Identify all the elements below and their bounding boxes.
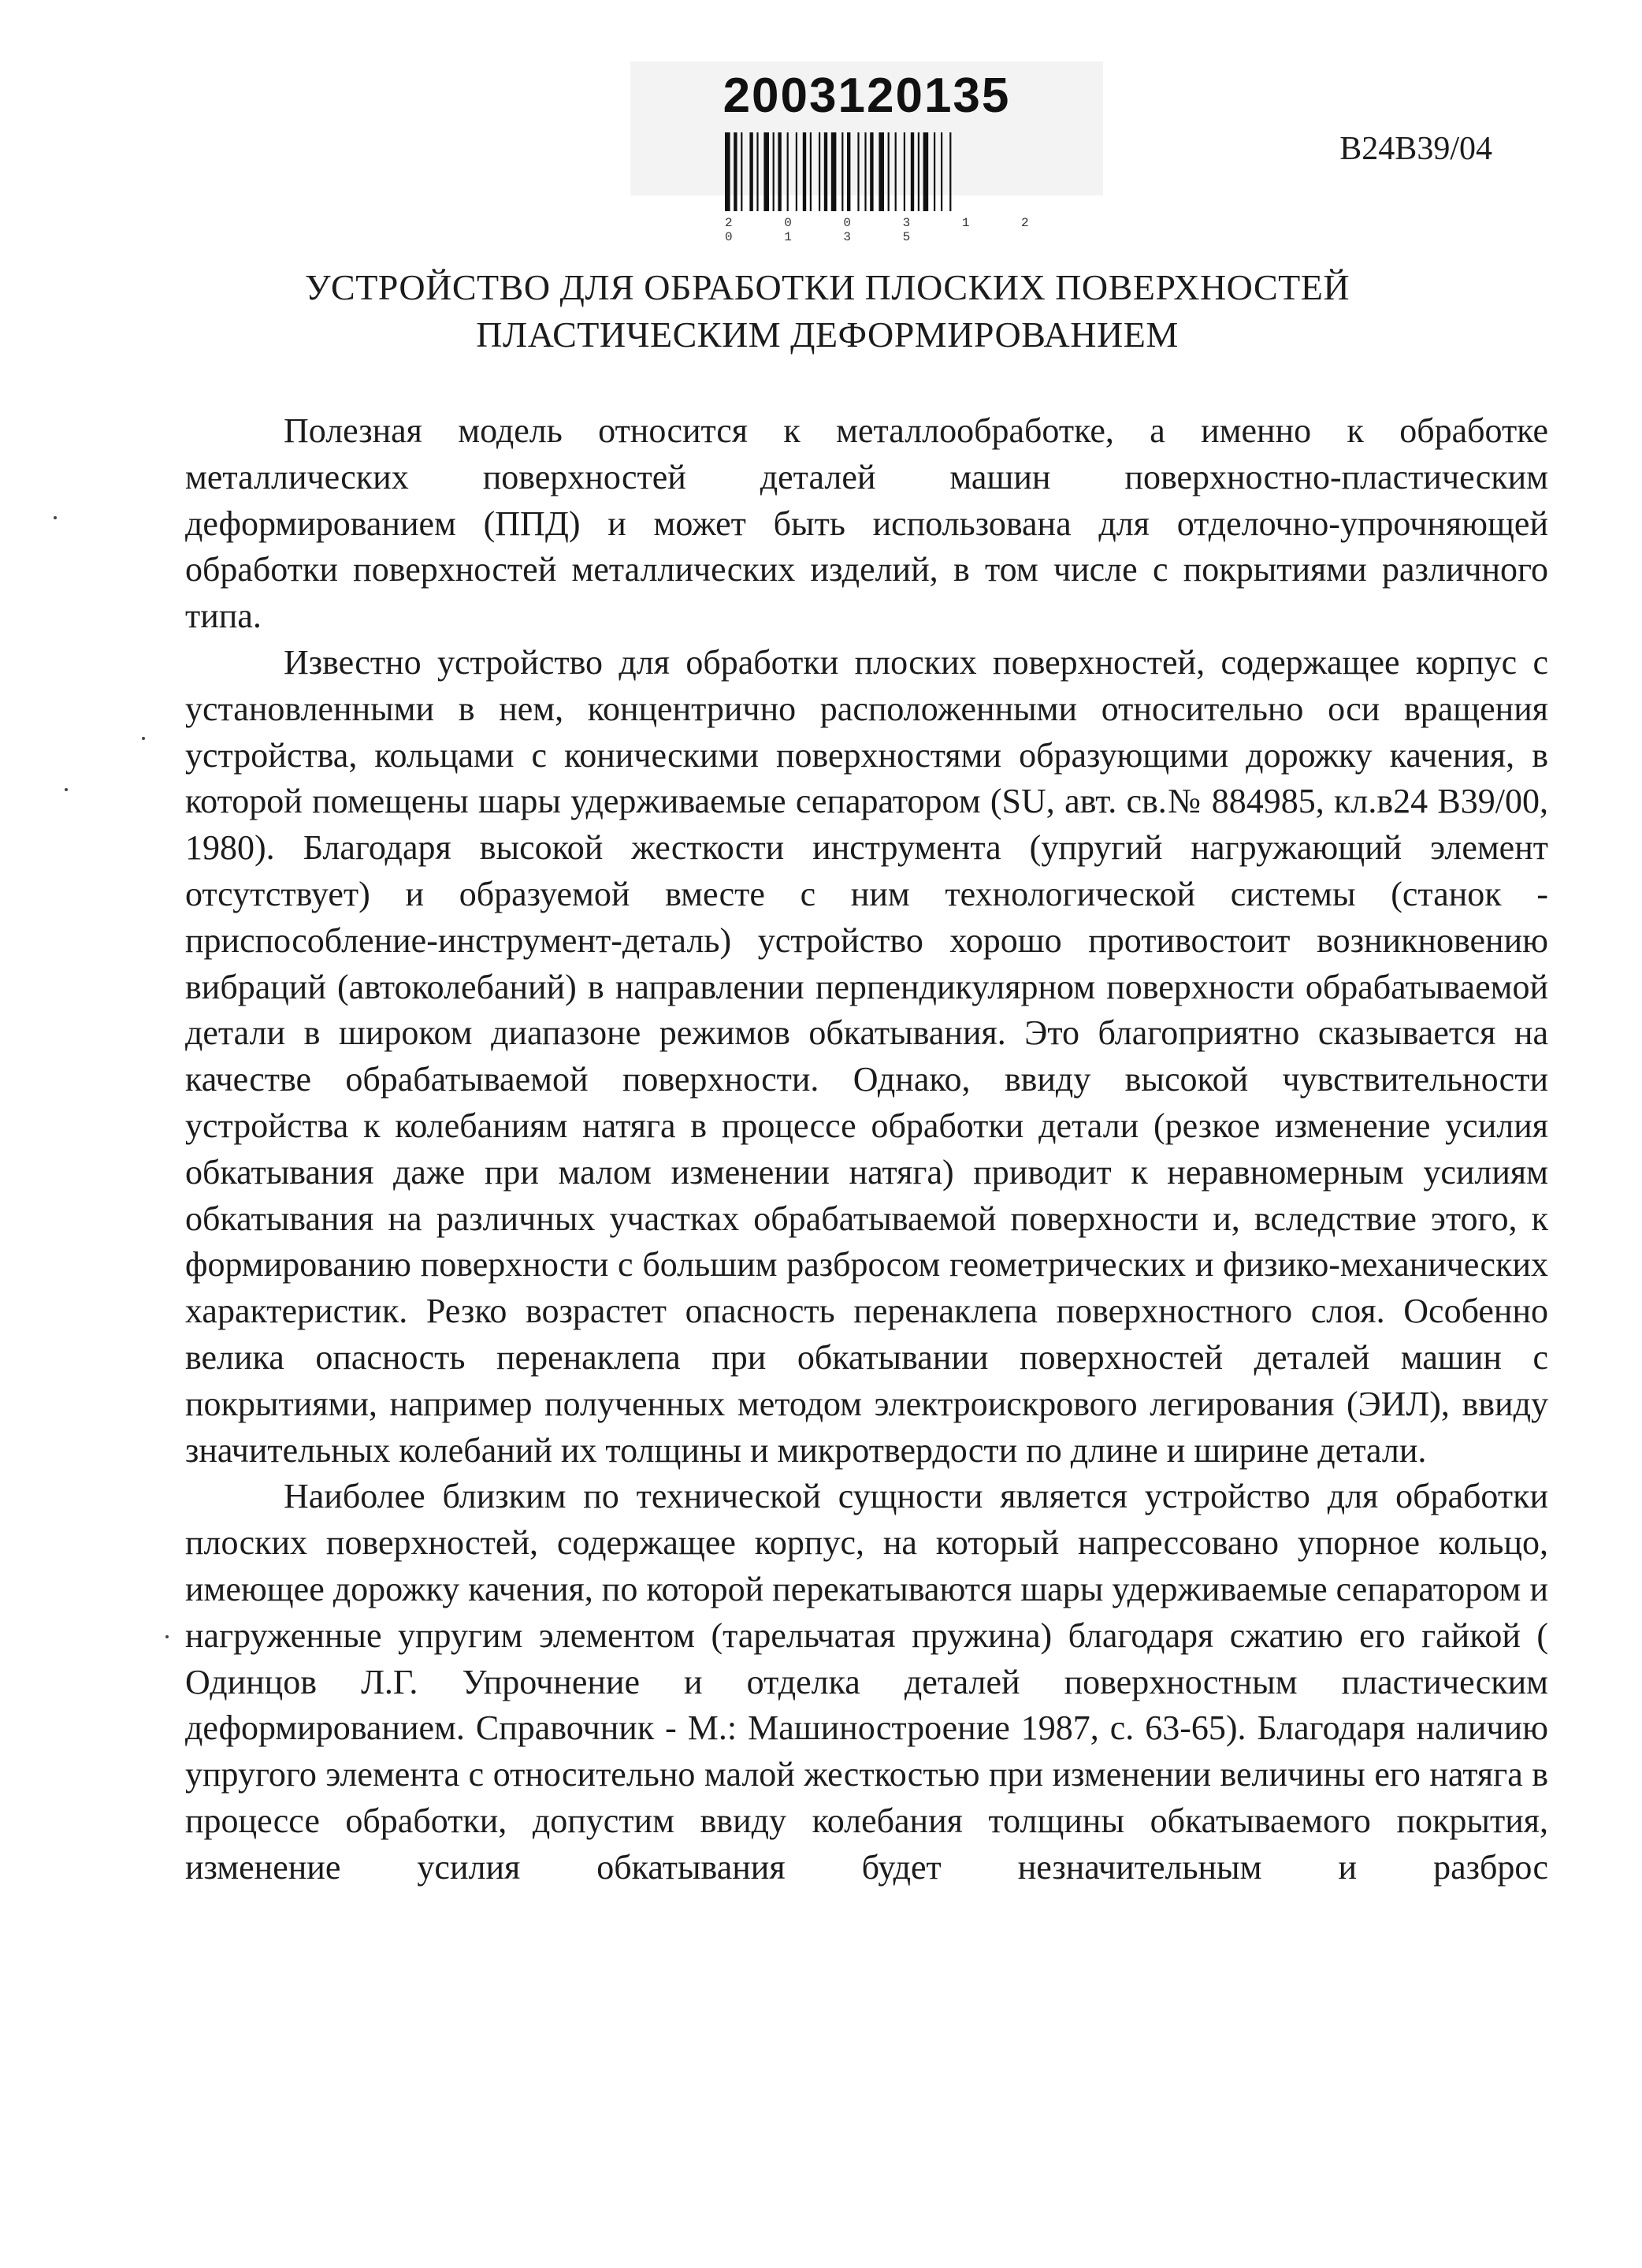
barcode-bar	[824, 132, 827, 211]
barcode-bar	[796, 132, 797, 211]
scan-speck	[142, 737, 145, 740]
barcode-bar	[857, 132, 859, 211]
barcode-number: 2003120135	[723, 69, 1011, 123]
barcode-bar	[803, 132, 806, 211]
barcode-bar	[847, 132, 850, 211]
title-line-1: УСТРОЙСТВО ДЛЯ ОБРАБОТКИ ПЛОСКИХ ПОВЕРХНОСТЕЙ	[304, 267, 1350, 307]
barcode-bar	[831, 132, 837, 211]
barcode-bar	[918, 132, 919, 211]
barcode-bar	[911, 132, 914, 211]
document-body	[185, 408, 1548, 1891]
barcode-bar	[949, 132, 951, 211]
title-line-2: ПЛАСТИЧЕСКИМ ДЕФОРМИРОВАНИЕМ	[476, 314, 1179, 355]
barcode-bar	[741, 132, 742, 211]
paragraph-1: Полезная модель относится к металлообработке, а именно к обработке металлических поверхностей деталей машин поверхностно-пластическим деформированием (ППД) и может быть использована для отделочно-упрочняющей обработки поверхностей металлических изделий, в том числе с покрытиями различного типа.	[185, 411, 1548, 636]
barcode-bar	[787, 132, 789, 211]
barcode-bar	[895, 132, 897, 211]
barcode-bar	[749, 132, 752, 211]
scan-speck	[165, 1635, 169, 1638]
barcode-bar	[864, 132, 866, 211]
paragraph-2: Известно устройство для обработки плоских поверхностей, содержащее корпус с установленными в нем, концентрично расположенными относительно оси вращения устройства, кольцами с коническими поверхностями образующими дорожку качения, в которой помещены шары удерживаемые сепаратором (SU, авт. св.№ 884985, кл.в24 B39/00, 1980). Благодаря высокой жесткости инструмента (упругий нагружающий элемент отсутствует) и образуемой вместе с ним технологической системы (станок - приспособление-инструмент-деталь) устройство хорошо противостоит возникновению вибраций (автоколебаний) в направлении перпендикулярном поверхности обрабатываемой детали в широком диапазоне режимов обкатывания. Это благоприятно сказывается на качестве обрабатываемой поверхности. Однако, ввиду высокой чувствительности устройства к колебаниям натяга в процессе обработки детали (резкое изменение усилия обкатывания даже при малом изменении натяга) приводит к неравномерным усилиям обкатывания на различных участках обрабатываемой поверхности и, вследствие этого, к формированию поверхности с большим разбросом геометрических и физико-механических характеристик. Резко возрастет опасность перенаклепа поверхностного слоя. Особенно велика опасность перенаклепа при обкатывании поверхностей деталей машин с покрытиями, например полученных методом электроискрового легирования (ЭИЛ), ввиду значительных колебаний их толщины и микротвердости по длине и ширине детали.	[185, 642, 1548, 1470]
barcode-bar	[810, 132, 812, 211]
barcode-bar	[725, 132, 730, 211]
classification-code: B24B39/04	[1339, 131, 1492, 167]
barcode-bar	[756, 132, 758, 211]
barcode-bar	[888, 132, 890, 211]
barcode-bars	[725, 132, 1056, 211]
barcode-bar	[763, 132, 769, 211]
barcode-label	[630, 61, 1103, 244]
scan-speck	[54, 516, 57, 519]
barcode-bar	[870, 132, 873, 211]
paragraph-3: Наиболее близким по технической сущности является устройство для обработки плоских поверхностей, содержащее корпус, на который напрессовано упорное кольцо, имеющее дорожку качения, по которой перекатываются шары удерживаемые сепаратором и нагруженные упругим элементом (тарельчатая пружина) благодаря сжатию его гайкой ( Одинцов Л.Г. Упрочнение и отделка деталей поверхностным пластическим деформированием. Справочник - М.: Машиностроение 1987, с. 63-65). Благодаря наличию упругого элемента с относительно малой жесткостью при изменении величины его натяга в процессе обработки, допустим ввиду колебания толщины обкатываемого покрытия, изменение усилия обкатывания будет незначительным и разброс	[185, 1477, 1548, 1887]
barcode-small-digits: 2 0 0 3 1 2 0 1 3 5	[725, 216, 1051, 244]
barcode-bar	[879, 132, 884, 211]
barcode-bar	[773, 132, 775, 211]
barcode-bar	[941, 132, 942, 211]
barcode-bar	[819, 132, 820, 211]
document-title	[197, 264, 1458, 359]
barcode-bar	[904, 132, 905, 211]
barcode-bar	[923, 132, 929, 211]
barcode-bar	[734, 132, 737, 211]
barcode-bar	[934, 132, 935, 211]
barcode-bar	[841, 132, 843, 211]
scan-speck	[65, 788, 68, 791]
barcode-bar	[778, 132, 781, 211]
